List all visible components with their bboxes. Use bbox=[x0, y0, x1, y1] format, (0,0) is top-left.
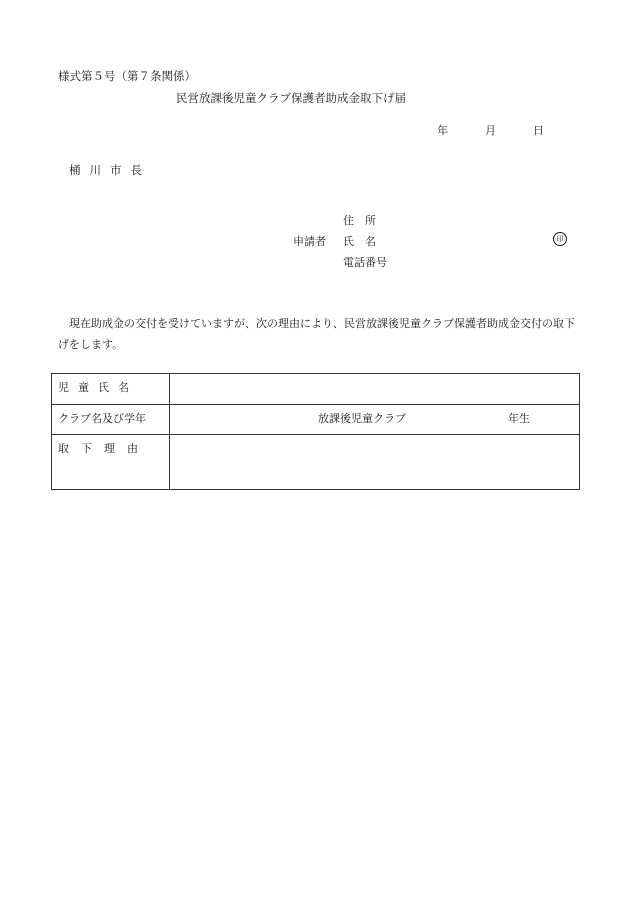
address-label: 住所 bbox=[343, 214, 387, 227]
grade-suffix-label: 年生 bbox=[508, 412, 530, 425]
child-name-field[interactable] bbox=[170, 374, 580, 405]
date-year-label: 年 bbox=[437, 124, 448, 137]
date-day-label: 日 bbox=[533, 124, 544, 137]
withdrawal-reason-label: 取下理由 bbox=[52, 435, 170, 490]
name-label: 氏名 bbox=[343, 235, 387, 248]
seal-mark: 印 bbox=[553, 232, 567, 246]
phone-label: 電話番号 bbox=[343, 256, 387, 269]
table-row bbox=[52, 435, 580, 490]
withdrawal-reason-field[interactable] bbox=[170, 435, 580, 490]
applicant-label: 申請者 bbox=[293, 235, 326, 248]
club-grade-field[interactable] bbox=[170, 405, 580, 435]
form-number: 様式第５号（第７条関係） bbox=[58, 69, 196, 83]
statement-text: 現在助成金の交付を受けていますが、次の理由により、民営放課後児童クラブ保護者助成金交付の取下げをします。 bbox=[58, 317, 575, 351]
table-row bbox=[52, 374, 580, 405]
date-month-label: 月 bbox=[485, 124, 496, 137]
child-name-label: 児童氏名 bbox=[52, 374, 170, 405]
club-grade-label: クラブ名及び学年 bbox=[52, 405, 170, 435]
table-row bbox=[52, 405, 580, 435]
document-title: 民営放課後児童クラブ保護者助成金取下げ届 bbox=[176, 91, 406, 105]
club-suffix-label: 放課後児童クラブ bbox=[318, 412, 406, 425]
addressee: 桶川市長 bbox=[69, 163, 151, 177]
form-table bbox=[51, 373, 580, 490]
